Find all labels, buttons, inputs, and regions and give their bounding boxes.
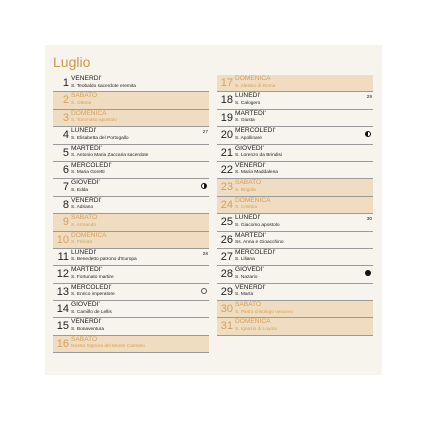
day-row bbox=[53, 162, 209, 179]
day-row bbox=[53, 214, 209, 231]
week-number: 27 bbox=[202, 130, 208, 136]
saint-name: S. Ottone bbox=[71, 100, 92, 106]
weekday-label: VENERDI' bbox=[71, 318, 102, 326]
day-number: 7 bbox=[62, 181, 69, 194]
saint-name: S. Calogero bbox=[235, 100, 261, 106]
day-number: 28 bbox=[220, 268, 233, 281]
saint-name: S. Nazario bbox=[235, 274, 258, 280]
weekday-label: GIOVEDI' bbox=[235, 144, 264, 152]
day-number: 27 bbox=[220, 250, 233, 263]
day-row bbox=[217, 214, 373, 231]
day-row bbox=[53, 232, 209, 249]
day-number: 6 bbox=[62, 163, 69, 176]
day-number: 9 bbox=[62, 216, 69, 229]
day-row bbox=[217, 145, 373, 162]
day-number: 16 bbox=[56, 337, 69, 350]
day-number: 10 bbox=[56, 233, 69, 246]
weekday-label: MERCOLEDI' bbox=[235, 248, 276, 256]
saint-name: S. Benedetto patrono d'Europa bbox=[71, 257, 137, 263]
saint-name: S. Cristina bbox=[235, 205, 258, 211]
day-number: 1 bbox=[62, 77, 69, 89]
day-number: 8 bbox=[62, 198, 69, 211]
day-row bbox=[217, 266, 373, 283]
weekday-label: GIOVEDI' bbox=[71, 301, 100, 309]
saint-name: S. Enrico imperatore bbox=[71, 292, 115, 298]
day-row bbox=[217, 318, 373, 335]
day-row bbox=[53, 336, 209, 353]
day-row bbox=[53, 318, 209, 335]
day-number: 30 bbox=[220, 303, 233, 316]
weekday-label: MARTEDI' bbox=[235, 231, 266, 239]
weekday-label: SABATO bbox=[235, 179, 262, 187]
day-number: 14 bbox=[56, 303, 69, 316]
day-row bbox=[217, 92, 373, 109]
day-number: 11 bbox=[57, 250, 69, 263]
saint-name: S. Bonaventura bbox=[71, 326, 105, 332]
day-row bbox=[53, 127, 209, 144]
saint-name: S. Marta bbox=[235, 292, 254, 298]
weekday-label: GIOVEDI' bbox=[71, 179, 100, 187]
saint-name: S. Felicita bbox=[71, 240, 93, 246]
weekday-label: MARTEDI' bbox=[71, 144, 102, 152]
saint-name: S. Edda bbox=[71, 187, 89, 193]
day-row bbox=[217, 232, 373, 249]
month-title: Luglio bbox=[53, 54, 91, 70]
saint-name: S. Teobaldo sacerdote eremita bbox=[71, 83, 136, 89]
weekday-label: VENERDI' bbox=[235, 161, 266, 169]
day-row bbox=[217, 197, 373, 214]
day-number: 25 bbox=[220, 216, 233, 229]
day-number: 29 bbox=[220, 285, 233, 298]
weekday-label: DOMENICA bbox=[71, 109, 107, 117]
day-number: 15 bbox=[56, 320, 69, 333]
day-number: 18 bbox=[220, 94, 233, 107]
saint-name: S. Armando bbox=[71, 222, 97, 228]
weekday-label: MERCOLEDI' bbox=[71, 283, 112, 291]
weekday-label: VENERDI' bbox=[71, 75, 102, 82]
weekday-label: DOMENICA bbox=[235, 75, 271, 82]
saint-name: S. Elisabetta del Portogallo bbox=[71, 135, 129, 141]
weekday-label: DOMENICA bbox=[71, 231, 107, 239]
day-number: 19 bbox=[220, 111, 233, 124]
weekday-label: LUNEDI' bbox=[71, 127, 97, 135]
saint-name: S. Maria Maddalena bbox=[235, 170, 278, 176]
saint-name: Nostra Signora del Monte Carmelo bbox=[71, 344, 145, 350]
saint-name: S. Antonio Maria Zaccaria sacerdote bbox=[71, 153, 149, 159]
saint-name: S. Ignazio di Loyola bbox=[235, 326, 277, 332]
day-number: 23 bbox=[220, 181, 233, 194]
day-row bbox=[53, 249, 209, 266]
weekday-label: MERCOLEDI' bbox=[71, 161, 112, 169]
day-number: 20 bbox=[220, 129, 233, 142]
weekday-label: SABATO bbox=[71, 214, 98, 222]
day-row bbox=[53, 110, 209, 127]
day-row bbox=[217, 179, 373, 196]
day-number: 21 bbox=[220, 146, 233, 159]
saint-name: S. Maria Goretti bbox=[71, 170, 105, 176]
day-row bbox=[53, 145, 209, 162]
day-row bbox=[217, 75, 373, 92]
day-number: 12 bbox=[56, 268, 69, 281]
day-row bbox=[217, 249, 373, 266]
weekday-label: LUNEDI' bbox=[71, 248, 97, 256]
saint-name: S. Tommaso apostolo bbox=[71, 118, 118, 124]
weekday-label: MARTEDI' bbox=[235, 109, 266, 117]
saint-name: S. Lorenzo da Brindisi bbox=[235, 153, 282, 159]
saint-name: S. Liliana bbox=[235, 257, 255, 263]
saint-name: S. Adriano bbox=[71, 205, 94, 211]
week-number: 28 bbox=[202, 251, 208, 257]
new-moon-icon bbox=[201, 288, 207, 294]
weekday-label: MERCOLEDI' bbox=[235, 127, 276, 135]
saint-name: Ss. Anna e Gioacchino bbox=[235, 240, 284, 246]
half-moon-icon bbox=[201, 183, 207, 189]
day-number: 4 bbox=[62, 129, 69, 142]
week-number: 30 bbox=[366, 217, 372, 223]
saint-name: S. Apollinare bbox=[235, 135, 262, 141]
weekday-label: VENERDI' bbox=[235, 283, 266, 291]
day-row bbox=[217, 301, 373, 318]
half-moon-icon bbox=[365, 131, 371, 137]
saint-name: S. Pietro crisologo vescovo bbox=[235, 309, 293, 315]
day-row bbox=[53, 266, 209, 283]
weekday-label: LUNEDI' bbox=[235, 92, 261, 100]
day-number: 22 bbox=[220, 163, 233, 176]
day-row bbox=[53, 197, 209, 214]
day-row bbox=[53, 301, 209, 318]
weekday-label: VENERDI' bbox=[71, 196, 102, 204]
weekday-label: SABATO bbox=[235, 301, 262, 309]
day-row bbox=[217, 110, 373, 127]
day-row bbox=[217, 127, 373, 144]
day-number: 24 bbox=[220, 198, 233, 211]
weekday-label: GIOVEDI' bbox=[235, 266, 264, 274]
weekday-label: SABATO bbox=[71, 335, 98, 343]
saint-name: S. Giacomo apostolo bbox=[235, 222, 280, 228]
right-column bbox=[217, 75, 373, 336]
week-number: 29 bbox=[366, 95, 372, 101]
full-moon-icon bbox=[365, 270, 371, 276]
weekday-label: MARTEDI' bbox=[71, 266, 102, 274]
left-column bbox=[53, 75, 209, 353]
weekday-label: DOMENICA bbox=[235, 196, 271, 204]
day-row bbox=[53, 179, 209, 196]
saint-name: S. Camillo de Lellis bbox=[71, 309, 112, 315]
day-row bbox=[217, 284, 373, 301]
saint-name: S. Giusta bbox=[235, 118, 255, 124]
day-row bbox=[53, 284, 209, 301]
weekday-label: LUNEDI' bbox=[235, 214, 261, 222]
saint-name: S. Fortunato martire bbox=[71, 274, 114, 280]
day-row bbox=[53, 92, 209, 109]
day-number: 17 bbox=[220, 77, 233, 89]
day-number: 13 bbox=[56, 285, 69, 298]
weekday-label: DOMENICA bbox=[235, 318, 271, 326]
day-number: 3 bbox=[62, 111, 69, 124]
day-row bbox=[53, 75, 209, 92]
saint-name: S. Alessio di Roma bbox=[235, 83, 276, 89]
day-number: 2 bbox=[62, 94, 69, 107]
weekday-label: SABATO bbox=[71, 92, 98, 100]
day-number: 5 bbox=[62, 146, 69, 159]
day-number: 26 bbox=[220, 233, 233, 246]
saint-name: S. Brigida bbox=[235, 187, 256, 193]
day-row bbox=[217, 162, 373, 179]
day-number: 31 bbox=[220, 320, 233, 333]
